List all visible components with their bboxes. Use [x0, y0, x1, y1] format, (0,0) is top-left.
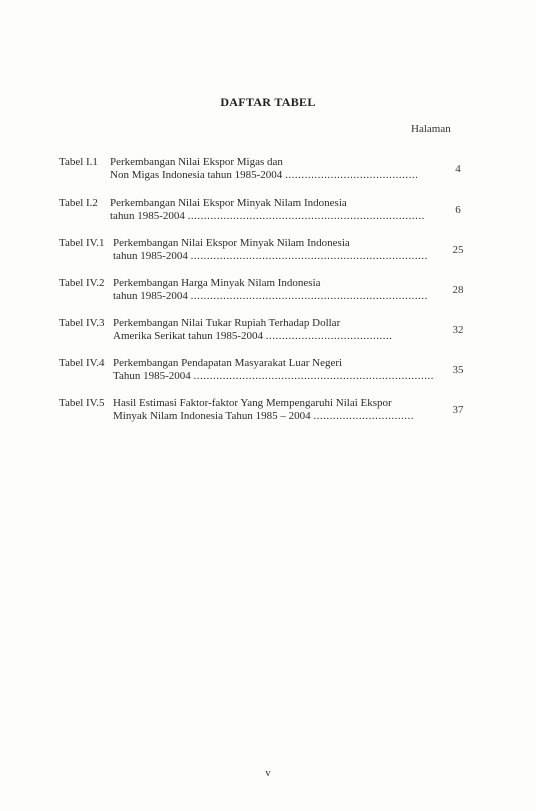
dot-leader: ......................................................................... — [190, 250, 428, 262]
dot-leader: ............................... — [313, 410, 415, 422]
table-label: Tabel IV.5 — [59, 397, 105, 409]
table-label: Tabel IV.4 — [59, 357, 105, 369]
table-title-line2: Amerika Serikat tahun 1985-2004 ....................................... — [113, 330, 393, 342]
page-number: 4 — [455, 163, 461, 175]
page-number: 37 — [452, 404, 464, 416]
table-title-line1: Perkembangan Pendapatan Masyarakat Luar Negeri — [113, 357, 343, 369]
table-title-line2: tahun 1985-2004 ......................................................................... — [113, 250, 428, 262]
table-title-line2: Minyak Nilam Indonesia Tahun 1985 – 2004 ............................... — [113, 410, 415, 422]
table-title-line2: Tahun 1985-2004 .......................................................................... — [113, 370, 434, 382]
page-number: 35 — [452, 364, 464, 376]
page-column-header: Halaman — [411, 123, 451, 135]
table-title-line1: Perkembangan Nilai Ekspor Minyak Nilam Indonesia — [113, 237, 350, 249]
page-number: 6 — [455, 204, 461, 216]
table-title-line1: Perkembangan Nilai Tukar Rupiah Terhadap Dollar — [113, 317, 341, 329]
dot-leader: ......................................................................... — [187, 210, 425, 222]
table-title-line1: Perkembangan Nilai Ekspor Migas dan — [110, 156, 283, 168]
table-label: Tabel IV.1 — [59, 237, 105, 249]
table-label: Tabel IV.3 — [59, 317, 105, 329]
table-title-line2: Non Migas Indonesia tahun 1985-2004 ......................................... — [110, 169, 419, 181]
table-title-line1: Perkembangan Harga Minyak Nilam Indonesia — [113, 277, 321, 289]
dot-leader: ....................................... — [265, 330, 393, 342]
page-number: 32 — [452, 324, 464, 336]
footer-page-number: v — [265, 767, 271, 779]
page-number: 25 — [452, 244, 464, 256]
dot-leader: .......................................................................... — [193, 370, 434, 382]
table-label: Tabel IV.2 — [59, 277, 105, 289]
table-label: Tabel I.2 — [59, 197, 98, 209]
table-title-line2: tahun 1985-2004 ......................................................................... — [113, 290, 428, 302]
table-title-line1: Hasil Estimasi Faktor-faktor Yang Mempengaruhi Nilai Ekspor — [113, 397, 392, 409]
dot-leader: ......................................... — [285, 169, 419, 181]
dot-leader: ......................................................................... — [190, 290, 428, 302]
page-title: DAFTAR TABEL — [220, 95, 316, 109]
table-title-line2: tahun 1985-2004 ......................................................................... — [110, 210, 425, 222]
table-title-line1: Perkembangan Nilai Ekspor Minyak Nilam Indonesia — [110, 197, 347, 209]
table-label: Tabel I.1 — [59, 156, 98, 168]
page-number: 28 — [452, 284, 464, 296]
